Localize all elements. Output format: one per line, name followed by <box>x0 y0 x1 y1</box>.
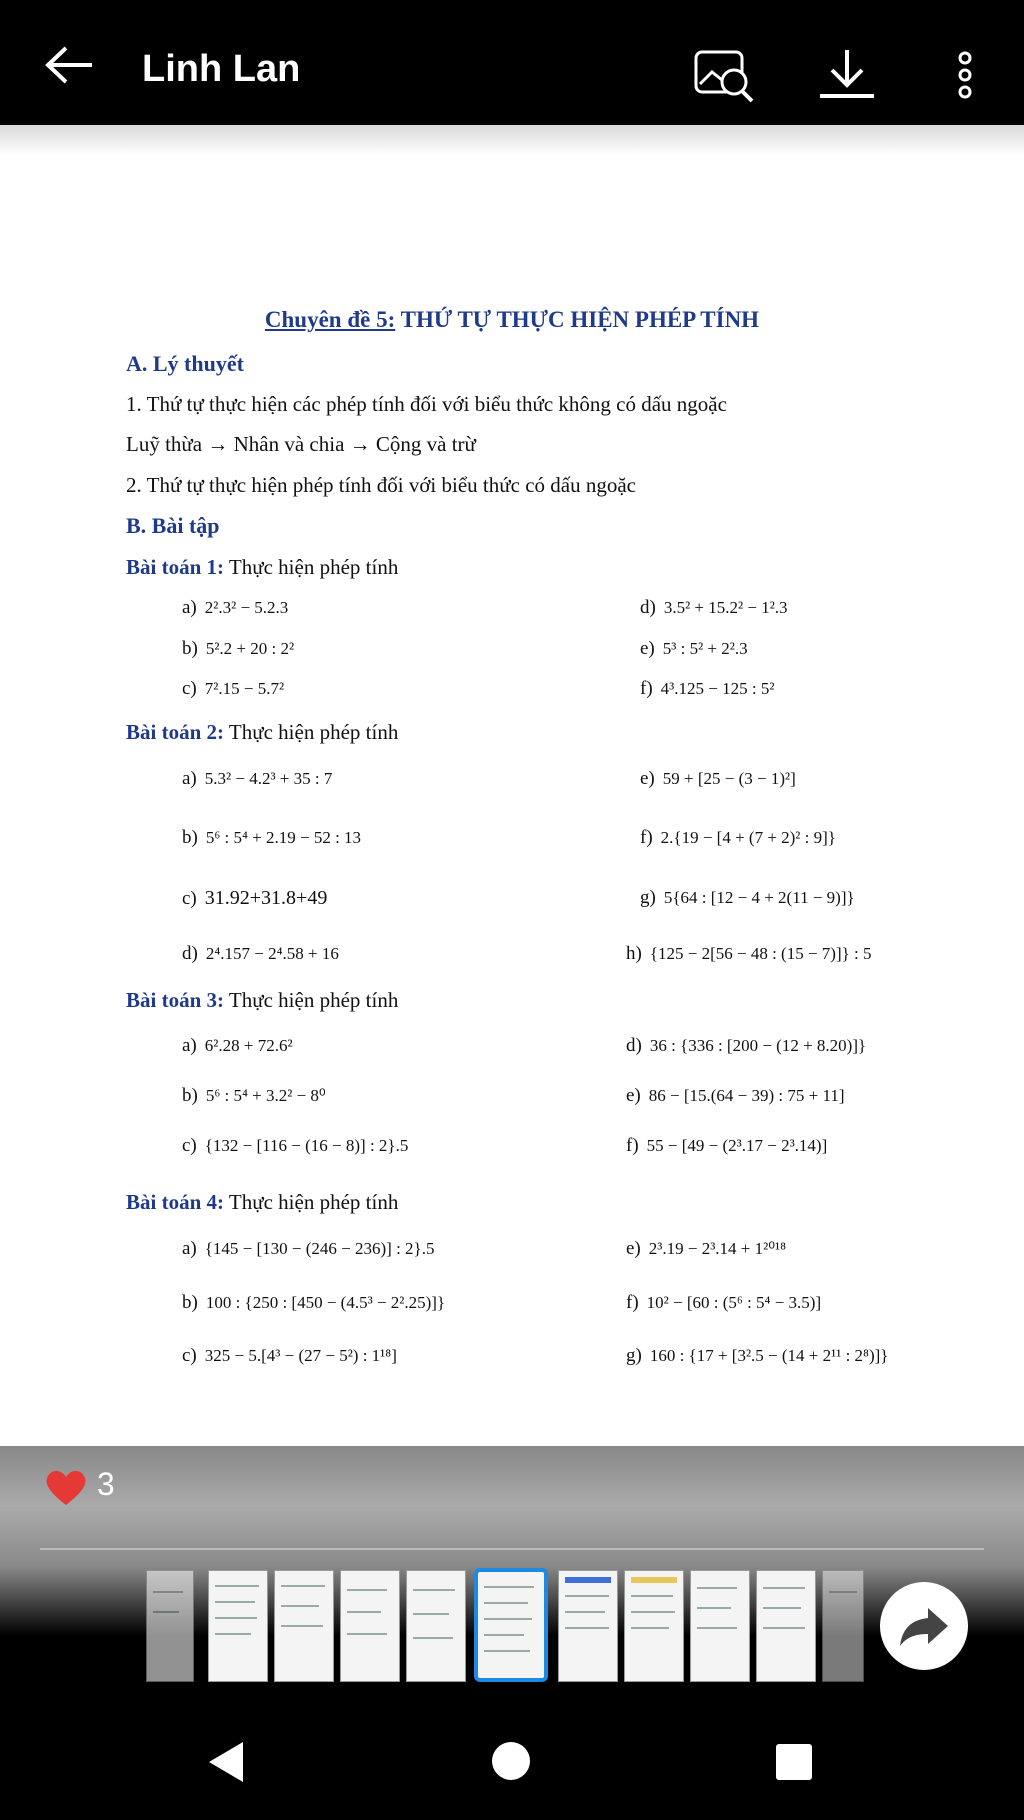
header-shadow <box>0 125 1024 155</box>
problem-2-d: d) 2⁴.157 − 2⁴.58 + 16 <box>182 943 339 964</box>
problem-2-b: b) 5⁶ : 5⁴ + 2.19 − 52 : 13 <box>182 827 362 848</box>
problem-3-b: b) 5⁶ : 5⁴ + 3.2² − 8⁰ <box>182 1085 326 1106</box>
thumbnail[interactable] <box>756 1570 816 1682</box>
image-search-icon[interactable] <box>690 40 760 110</box>
thumbnail[interactable] <box>146 1570 194 1682</box>
problem-3-d: d) 36 : {336 : [200 − (12 + 8.20)]} <box>626 1035 867 1056</box>
top-bar <box>0 0 1024 125</box>
problem-1-f: f) 4³.125 − 125 : 5² <box>640 678 775 699</box>
problem-1-a: a) 2².3² − 5.2.3 <box>182 597 289 618</box>
share-arrow-icon <box>880 1582 968 1670</box>
problem-2-f: f) 2.{19 − [4 + (7 + 2)² : 9]} <box>640 827 836 848</box>
problem-3-title: Bài toán 3: Thực hiện phép tính <box>126 988 399 1012</box>
theory-line-1: 1. Thứ tự thực hiện các phép tính đối với biểu thức không có dấu ngoặc <box>126 392 727 416</box>
like-button[interactable] <box>44 1466 115 1507</box>
nav-home-icon[interactable] <box>492 1742 530 1780</box>
share-button[interactable] <box>880 1582 968 1670</box>
nav-recents-icon[interactable] <box>776 1744 812 1780</box>
thumbnail[interactable] <box>208 1570 268 1682</box>
problem-4-b: b) 100 : {250 : [450 − (4.5³ − 2².25)]} <box>182 1292 446 1313</box>
more-options-icon[interactable] <box>930 40 1000 110</box>
back-arrow-icon[interactable] <box>40 40 100 90</box>
problem-3-f: f) 55 − [49 − (2³.17 − 2³.14)] <box>626 1135 828 1156</box>
likes-count: 3 <box>96 1466 115 1502</box>
problem-2-c: c) 31.92+31.8+49 <box>182 887 328 909</box>
page-title: Linh Lan <box>142 48 301 90</box>
problem-1-c: c) 7².15 − 5.7² <box>182 678 285 699</box>
theory-line-2: Luỹ thừa → Nhân và chia → Cộng và trừ <box>126 432 476 456</box>
problem-1-d: d) 3.5² + 15.2² − 1².3 <box>640 597 788 618</box>
problem-1-title: Bài toán 1: Thực hiện phép tính <box>126 555 399 579</box>
theory-line-3: 2. Thứ tự thực hiện phép tính đối với biểu thức có dấu ngoặc <box>126 473 636 497</box>
problem-3-a: a) 6².28 + 72.6² <box>182 1035 293 1056</box>
thumbnail[interactable] <box>624 1570 684 1682</box>
download-icon[interactable] <box>812 40 882 110</box>
problem-2-g: g) 5{64 : [12 − 4 + 2(11 − 9)]} <box>640 887 855 908</box>
section-exercises: B. Bài tập <box>126 513 220 538</box>
problem-1-b: b) 5².2 + 20 : 2² <box>182 638 295 659</box>
document-image[interactable] <box>0 155 1024 1445</box>
nav-back-icon[interactable] <box>205 1740 245 1784</box>
thumbnail[interactable] <box>406 1570 466 1682</box>
problem-2-title: Bài toán 2: Thực hiện phép tính <box>126 720 399 744</box>
problem-2-a: a) 5.3² − 4.2³ + 35 : 7 <box>182 768 333 789</box>
thumbnail[interactable] <box>274 1570 334 1682</box>
thumbnail[interactable] <box>690 1570 750 1682</box>
section-theory: A. Lý thuyết <box>126 351 244 376</box>
problem-4-a: a) {145 − [130 − (246 − 236)] : 2}.5 <box>182 1238 435 1259</box>
thumbnail[interactable] <box>558 1570 618 1682</box>
problem-1-e: e) 5³ : 5² + 2².3 <box>640 638 748 659</box>
problem-4-f: f) 10² − [60 : (5⁶ : 5⁴ − 3.5)] <box>626 1292 822 1313</box>
problem-4-e: e) 2³.19 − 2³.14 + 1²⁰¹⁸ <box>626 1238 787 1259</box>
thumbnail[interactable] <box>340 1570 400 1682</box>
document-heading: Chuyên đề 5: THỨ TỰ THỰC HIỆN PHÉP TÍNH <box>264 307 760 332</box>
problem-4-g: g) 160 : {17 + [3².5 − (14 + 2¹¹ : 2⁸)]} <box>626 1345 889 1366</box>
problem-2-h: h) {125 − 2[56 − 48 : (15 − 7)]} : 5 <box>626 943 872 964</box>
heart-icon <box>44 1467 88 1507</box>
problem-3-c: c) {132 − [116 − (16 − 8)] : 2}.5 <box>182 1135 409 1156</box>
thumbnail-selected[interactable] <box>474 1568 548 1682</box>
problem-4-c: c) 325 − 5.[4³ − (27 − 5²) : 1¹⁸] <box>182 1345 397 1366</box>
panel-divider <box>40 1548 984 1550</box>
problem-3-e: e) 86 − [15.(64 − 39) : 75 + 11] <box>626 1085 845 1106</box>
thumbnail[interactable] <box>822 1570 864 1682</box>
problem-2-e: e) 59 + [25 − (3 − 1)²] <box>640 768 796 789</box>
problem-4-title: Bài toán 4: Thực hiện phép tính <box>126 1190 399 1214</box>
